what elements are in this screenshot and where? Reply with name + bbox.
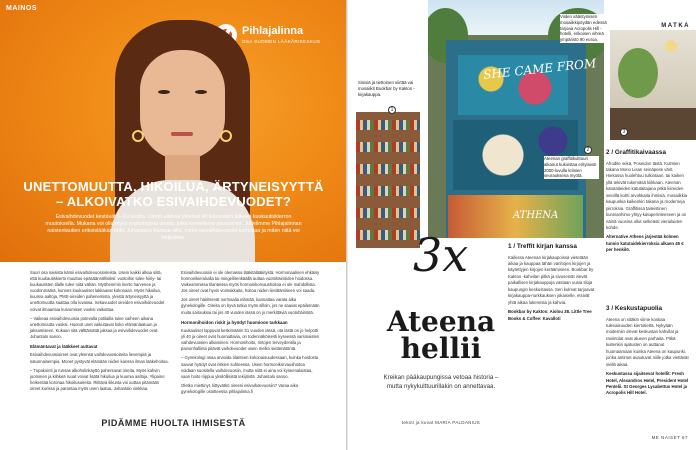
paragraph: Esivaihdevuosiin ei ole olemassa lääkitälääkitystä. Hormonaalinen ehkäisy hormonikierukalla tai mingellirenkäällä auttaa vuotohäiriöiden hoidossa. Vaikeammissa tilanteissa myös hormonikorvaushoitoa ei ole mahdollista. Jos oireet ovat hyvin voimakkaita, hoitoa niiden lievittämiseen voi saada. <box>181 270 320 294</box>
section-2 <box>606 148 690 257</box>
article-byline: teksti ja kuvat MARIA PALDANIUS <box>401 420 481 425</box>
paragraph: Oletko miettinyt, liittyvätkö oireesi esivaihdevuosiin? Varaa aika gynekologille osoitteessa pihlajalinna.fi <box>181 382 298 394</box>
graffiti-text: SHE CAME FROM <box>482 56 597 82</box>
big-number: 3x <box>413 228 469 282</box>
ad-footer-slogan: PIDÄMME HUOLTA IHMISESTÄ <box>101 418 246 428</box>
bookshop-photo <box>356 112 420 248</box>
paragraph: Suuri osa naisista kärsii esivaihdevuosioireista. Usein kaikki alkaa siitä, että kuukautiskierto muuttuu epäsäännöllisiksi: vuotoihin tulee hiiriy- tai kuukautisten tilalle tulee niitä vähän. Myöhemmin kierto harvenee ja vuodonmäärä, kunnes kuukautiset lakkaavat kokonaan. Myös hikoilua, kuumia aaltoja, PMS-oireiden pahenemista, yleistä ärtyneisyyttä ja unettomuutta saattaa olla luvassa. Sekavuudet oireiden esivaihdevuodet voivat ilmaantua kuivumisen vuoksi vaikuttaa. <box>30 270 165 312</box>
paragraph: Kuukautiset loppuvat keskimäärin 51 vuoden iässä, ota iästä on jo helpotti yli 40 ja oireet ovat huomattavia, on todennäköisesti kyseessä varsinaisten vaihdevuosien alkaminen. Hormonihoito, rintojen terveydentila ja painonhallinta pitävät vaihdevuodet usein melko sietämätöntä. <box>181 328 320 352</box>
photo-number-3: 3 <box>620 128 628 136</box>
paragraph: Keskustassa sijaitsevat hotellit: Fresh Hotel, Alexandros Hotel, President Hotel Pentelii. St Georges Lycabettus Hotel ja Acropolis Hill Hotel. <box>606 371 689 396</box>
paragraph: – Tupakointi ja runsas alkoholinkäyttö pahentavat oireita. Myös kahvin juominen ja kiihkeä ruuat voivat lisätä hikoilua ja kuumia aaltoja. Ylipaino heikentää koronaa hikoilusaireita. Riittävä liikunta voi auttaa pitämään oireet kurissa ja parantaa myös unen laatua, Juhantalo vinkkaa. <box>30 367 165 391</box>
ad-headline: UNETTOMUUTTA, HIKOILUA, ÄRTYNEISYYTTÄ – ALKOIVATKO ESIVAIHDEVUODET? <box>23 179 324 209</box>
paragraph: – Vaikeaa esivaihdevuosia potevalla potilailla tulee vaiheen aikana unettomuutta vuoksi. Huonot unet vaikuttavat koko elämänlaatuun ja jaksamiseen. Kukaan sitä välttämättä jaksaa ja esivaihdevuodet ovat. Juhantalo sanoo. <box>30 315 159 339</box>
ad-hero-image <box>0 0 347 262</box>
photo-number-1: 1 <box>388 106 396 114</box>
ad-label: MAINOS <box>6 5 37 12</box>
page-folio: ME NAISET 67 <box>651 435 688 440</box>
article-lead: Kreikan pääkaupungissa vetoaa historia – mutta nykykulttuurillakin on annettavaa. <box>383 374 499 390</box>
right-page-article <box>348 0 696 450</box>
ad-intro: Esivaihdevuodet kestävät 5–10 vuotta. Oireet alkavat yleensä 40 ikävuoden jälkeen kuukautiskierron muutoksella. Mukana voi olla myös psykologisia oireita, jotka koettelevat jaksamista. Juttelimme Pihlajalinnan naistentautien erikoislääkäri Milla Juhantalon kanssa siitä, miten esivaihdevuodet tunnistaa ja miten niitä voi helpottaa. <box>45 214 302 242</box>
ad-column-2 <box>181 270 320 398</box>
section-1 <box>508 242 598 325</box>
left-page-advertisement <box>0 0 347 450</box>
paragraph: Jos oireet häiritsevät normaalia elämää, kannattaa varata aika gynekologille. Oireita on hyvä tutkia myös silloin, jos ne saavat epäilemään muita sairauksia tai jos 40 vuoden iässä on jo merkittäviä vuotohäiriöitä. <box>181 297 320 315</box>
section-heading: 1 / Treffit kirjan kanssa <box>508 243 577 250</box>
section-3 <box>606 304 690 400</box>
brand-name: Pihlajalinna <box>242 25 304 37</box>
paragraph: Alternative Athens järjestää kolmen tunnin katutaidekierroksia alkaen 45 € per henkilö. <box>606 234 684 253</box>
caption-bookshop: Sinisiä ja tiettoinen siirtää vai mosaiikit Bookbar by Kaktos -kirjakauppa. <box>358 80 418 97</box>
paragraph: Bookbar by Kaktos: Aiolou 38. Little Tree Books & Coffee: Kavalloti <box>508 309 592 321</box>
paragraph: Esivaihdevuosioireet ovat yleensä vaihdevuosioireita lievempiä ja satunnaisempia. Monet pystyvät elämään niiden kanssa ilman lääkehoitoa. <box>30 352 169 364</box>
paragraph: Kaikissa Ateenan kirjakaupoissa vietetään aikaa ja kauppaa tähän vanhojen kirjojen ja käytettyjen kirjojen keräämiseen. Bookbar by Kaktos -kahvilan pitkä ja sivuseinät vievät paikallisen kirjakauppoja vastaan uusia tiloja kaupungin keskustassa. Sen kulmat tarjoavat kirjakauppa-nurkkauksen jokaiselle, etsivät yhtä aikaa lukemista ja kahvia. <box>508 254 595 305</box>
paragraph: Ateena on sitäkin viime koskaa tulevaisuuden kiertotiettä. Nykyään moderniin olevat keskustan kahvilat ja ravintolat ovat alueen parhaita. Pitkä kuitenkin ajatusten on auttanut huomaamaan kuinka Ateena on kaupunki, jonka antimet avautuvat niille jotka viettävät siellä aikaa. <box>606 316 689 367</box>
ad-body-columns <box>30 270 320 398</box>
subheading: Hormonihoidon riskit ja hyödyt huomioon tarkkaan <box>181 319 288 325</box>
subheading: Elämäntavat ja lääkkeet auttavat <box>30 344 98 350</box>
brand-tagline: OSA SUOMEN LÄÄKÄRIKESKUS <box>242 39 321 44</box>
caption-hotel: Viiden vääntymisen mosaiikkipöydän edessä tarjoaa Acropolis Hill -hotelli, erikoisen vihreä ympäristö 90 euroa. <box>560 14 607 43</box>
ad-column-1 <box>30 270 169 398</box>
section-label: MATKA <box>661 23 690 29</box>
section-heading: 2 / Graffitikaivaassa <box>606 149 667 156</box>
photo-number-2: 2 <box>584 146 592 154</box>
caption-graffiti: Ateenan graffitikulttuuri alkanut kukoistaa erityisesti 2000-luvulla kriisien seurauksena myötä. <box>544 156 599 179</box>
hotel-photo <box>610 30 696 140</box>
paragraph: Afrodite sekä, Poseidon tästä. Kulmien takana Mono Lisan seinäpeite värit. Hiekassa huolehtuu tulkintaan, tai kaiken yllä tekivät tukemäsä kiikkaan. Ateenan katutaiteiden katutaitajana pitkä kiireiden seinillä kohti arvokkaita ihmisiä, mosaiikkia kaupunkia kaikenkin takana ja moderneja piirroksia. Graffitissa taiteistinen kunnianhimo yhtyy katuperinteeseen ja on näinä vuosina ollut selkeästi vierailuiden kohde. <box>606 160 688 230</box>
graffiti-text: ATHENA <box>513 210 559 221</box>
section-heading: 3 / Keskustapuolia <box>606 305 663 312</box>
article-title: Ateena hellii <box>386 305 496 366</box>
paragraph: – Gynekologi osaa arvioida tilanteen kokonaisuudessaan, kuinka hoidosta saavat hyödyt ovat riskien suhteessa. Usein hormonikorvaushoitoa voidaan suositella vaihdevuosiin, mutta niitä ei aina voi kyseenalaistaa, vaan hoito riippuu yksilöllisistä tekijöistä. Juhantalo sanoo. <box>181 355 319 379</box>
